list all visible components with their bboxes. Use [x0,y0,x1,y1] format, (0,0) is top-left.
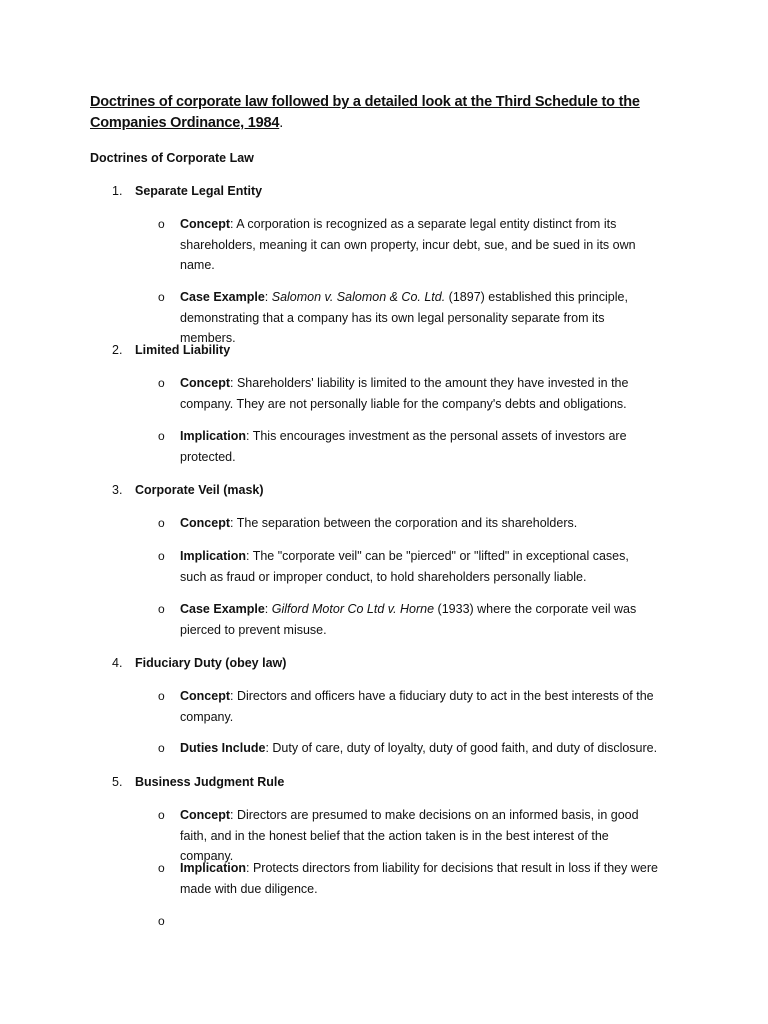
doctrine-title: Separate Legal Entity [135,184,263,198]
list-number: 2. [112,343,123,357]
point-label: Implication [180,861,246,875]
list-number: 5. [112,775,123,789]
bullet-marker: o [158,689,165,703]
list-item [158,287,658,349]
point-text: (1933) where the corporate veil was pierced to prevent misuse. [180,602,637,637]
bullet-marker: o [158,808,165,822]
point-text: (1897) established this principle, demonstrating that a company has its own legal personality separate from its members. [180,290,628,345]
list-item [158,546,658,587]
point-text: Protects directors from liability for decisions that result in loss if they were made with due diligence. [180,861,658,896]
point-text: Duty of care, duty of loyalty, duty of good faith, and duty of disclosure. [272,741,658,755]
point-label: Concept [180,376,230,390]
point-text: Directors are presumed to make decisions on an informed basis, in good faith, and in the honest belief that the action taken is in the best interest of the company. [180,808,639,863]
point-text: A corporation is recognized as a separate legal entity distinct from its shareholders, meaning it can own property, incur debt, sue, and be sued in its own name. [180,217,636,272]
doctrine-heading-5 [112,773,284,791]
bullet-marker: o [158,217,165,231]
point-separator: : [245,549,253,563]
bullet-marker: o [158,602,165,616]
point-separator: : [230,217,237,231]
doctrine-title: Limited Liability [135,343,231,357]
title-line-1: Doctrines of corporate law followed by a detailed look at the Third Schedule to the [90,94,640,110]
point-label: Implication [180,429,246,443]
bullet-marker: o [158,861,165,875]
point-separator: : [264,602,272,616]
list-number: 1. [112,184,123,198]
point-separator: : [264,290,272,304]
doctrine-heading-3 [112,481,264,499]
point-separator: : [230,516,237,530]
doctrine-title: Business Judgment Rule [135,775,285,789]
doctrine-heading-4 [112,654,286,672]
bullet-marker: o [158,429,165,443]
list-item [158,738,658,759]
point-label: Case Example [180,602,265,616]
point-separator: : [230,376,237,390]
bullet-marker: o [158,549,165,563]
list-item [158,686,658,727]
point-separator: : [245,861,253,875]
point-separator: : [245,429,253,443]
point-label: Concept [180,808,230,822]
bullet-marker: o [158,914,165,928]
bullet-marker: o [158,516,165,530]
point-text: The separation between the corporation and its shareholders. [236,516,578,530]
bullet-marker: o [158,376,165,390]
list-number: 3. [112,483,123,497]
list-item [158,426,658,467]
bullet-marker: o [158,741,165,755]
point-separator: : [230,808,237,822]
title-line-2: Companies Ordinance, 1984 [90,115,280,131]
point-label: Concept [180,217,230,231]
point-text: Shareholders' liability is limited to the amount they have invested in the company. They are not personally liable for the company's debts and obligations. [180,376,629,411]
point-label: Implication [180,549,246,563]
section-heading: Doctrines of Corporate Law [90,151,254,165]
title-period: . [279,115,284,131]
bullet-marker: o [158,290,165,304]
point-label: Concept [180,689,230,703]
point-separator: : [265,741,273,755]
point-separator: : [230,689,237,703]
doctrine-title: Corporate Veil (mask) [135,483,264,497]
point-text: This encourages investment as the personal assets of investors are protected. [180,429,627,464]
point-label: Concept [180,516,230,530]
point-label: Duties Include [180,741,266,755]
doctrine-title: Fiduciary Duty (obey law) [135,656,287,670]
doctrine-heading-1 [112,182,262,200]
list-item [158,599,658,640]
list-item [158,858,658,899]
document-title [90,92,650,134]
point-label: Case Example [180,290,265,304]
case-name: Salomon v. Salomon & Co. Ltd. [271,290,446,304]
list-item [158,214,658,276]
list-number: 4. [112,656,123,670]
doctrine-heading-2 [112,341,230,359]
list-item [158,373,658,414]
point-text: The "corporate veil" can be "pierced" or "lifted" in exceptional cases, such as fraud or improper conduct, to hold shareholders personally liable. [180,549,629,584]
case-name: Gilford Motor Co Ltd v. Horne [271,602,435,616]
list-item [158,513,658,534]
point-text: Directors and officers have a fiduciary duty to act in the best interests of the company. [180,689,654,724]
